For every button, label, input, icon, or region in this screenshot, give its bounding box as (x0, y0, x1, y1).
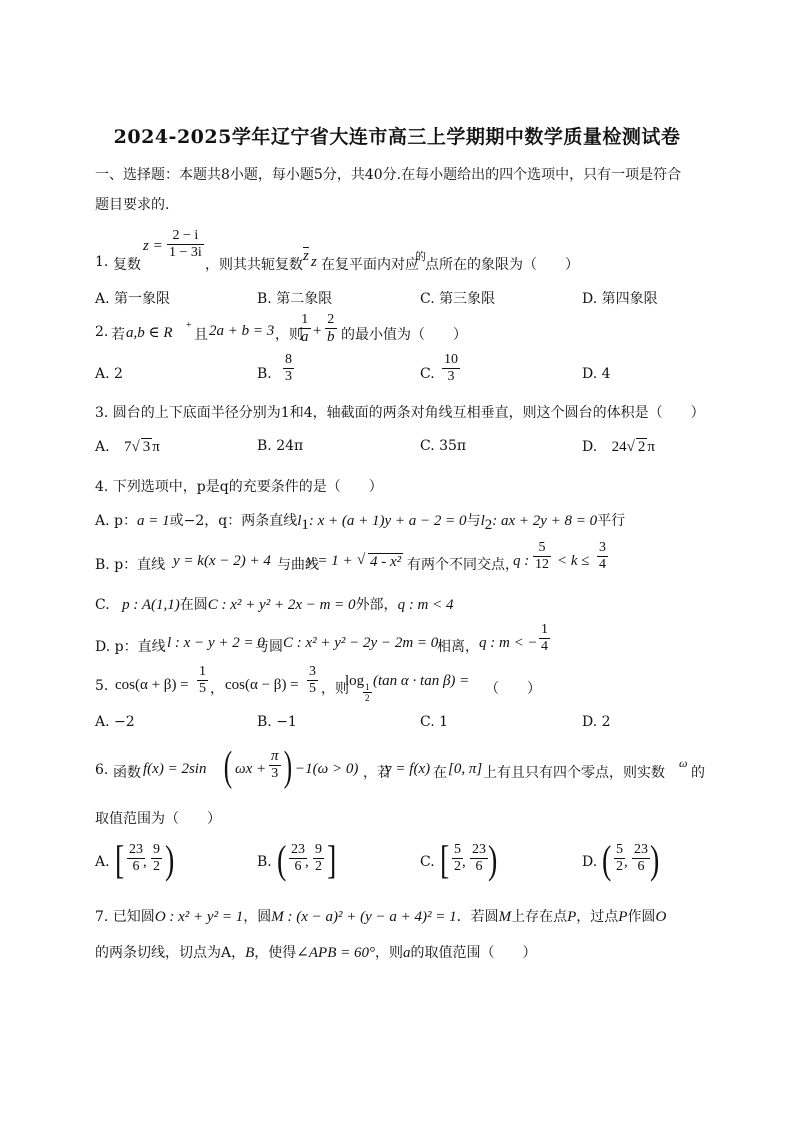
section-heading-cont: 题目要求的. (95, 197, 170, 213)
question-1: 1. 复数 z = $\frac{2 - i}{1 - 3i}$ ，则其共轭复数 $\overline{z}$ z 在复平面内对应 的 点所在的象限为（ ） (95, 228, 579, 273)
q1-fraction: $\frac{2 - i}{1 - 3i}$ (169, 228, 202, 261)
q3-option-b[interactable]: B. 24π (257, 438, 304, 454)
q1-option-d[interactable]: D. 第四象限 (582, 291, 658, 307)
page-title: 2024-2025学年辽宁省大连市高三上学期期中数学质量检测试卷 (113, 126, 681, 148)
question-6: 6. 函数 f(x) = 2sin ( ωx + $\frac{\pi}{3}$ ) −1(ω > 0) ，若 y = f(x) 在 [0, π] 上有且只有四个零点，则实数 ω 的 (95, 744, 705, 790)
q2-option-a[interactable]: A. 2 (95, 366, 123, 382)
question-6-cont: 取值范围为（ ） (95, 811, 221, 827)
q6-option-c[interactable]: C. [ $\frac{5}{2}$ , $\frac{23}{6}$ ) (420, 837, 498, 882)
question-7-cont: 的两条切线，切点为A，B，使得∠APB = 60°，则a的取值范围（ ） (95, 945, 537, 961)
question-7: 7. 已知圆O : x² + y² = 1，圆M : (x − a)² + (y − a + 4)² = 1．若圆M上存在点P，过点P作圆O (95, 909, 667, 925)
q5-option-a[interactable]: A. −2 (95, 714, 135, 730)
q5-option-d[interactable]: D. 2 (582, 714, 611, 730)
question-3: 3. 圆台的上下底面半径分别为1和4，轴截面的两条对角线互相垂直，则这个圆台的体积是（ ） (95, 405, 705, 421)
q1-option-a[interactable]: A. 第一象限 (95, 291, 171, 307)
q3-option-c[interactable]: C. 35π (420, 438, 467, 454)
q2-option-d[interactable]: D. 4 (582, 366, 611, 382)
q6-option-b[interactable]: B. ( $\frac{23}{6}$ , $\frac{9}{2}$ ] (257, 837, 337, 882)
q6-option-d[interactable]: D. ( $\frac{5}{2}$ , $\frac{23}{6}$ ) (582, 837, 660, 882)
q4-option-b[interactable]: B. p：直线 y = k(x − 2) + 4 与曲线 y = 1 + √ 4 - x² 有两个不同交点， q : $\frac{5}{12}$ < k ≤ $\frac{3}{4}$ (95, 540, 606, 573)
exam-page: 2024-2025学年辽宁省大连市高三上学期期中数学质量检测试卷 一、选择题：本题共8小题，每小题5分，共40分.在每小题给出的四个选项中，只有一项是符合 题目要求的. 1. 复数 z = $\frac{2 - i}{1 - 3i}$ ，则其共轭复数 $\overline{z}$ z 在复平面内对应 的 点所在的象限为（ ） A. 第一象限 B. 第二象限 C. 第三象限 D. 第四象限 2. 若 a,b ∈ R + 且 2a + b = 3 ，则 $\frac{1}{a}$ + $\frac{2}{b}$ 的最小值为（ ） A. 2 B. $\frac{8}{3}$ C. $\frac{10}{3}$ D. 4 3. 圆台的上下底面半径分别为1和4，轴截面的两条对角线互相垂直，则这个圆台的体积是（ ） A. 7√ 3 π B. 24π C. 35π D. 24√ 2 π 4. 下列选项中，p是q的充要条件的是（ ） A. p：a = 1或−2，q：两条直线$l_1$: x + (a + 1)y + a − 2 = 0与$l_2$: ax + 2y + 8 = 0平行 B. p：直线 y = k(x − 2) + 4 与曲线 y = 1 + √ 4 - x² 有两个不同交点， q : $\frac{5}{12}$ < k ≤ $\frac{3}{4}$ C. p : A(1,1)在圆C : x² + y² + 2x − m = 0外部，q : m < 4 D. p：直线 l : x − y + 2 = 0 与圆 C : x² + y² − 2y − 2m = 0 相离， q : m < − $\frac{1}{4}$ 5. cos(α + β) = $\frac{1}{5}$ ， cos(α − β) = $\frac{3}{5}$ ，则 log $\frac{1}{2}$ (tan α · tan β) = （ ） A. −2 B. −1 C. 1 D. 2 6. 函数 f(x) = 2sin ( ωx + $\frac{\pi}{3}$ ) −1(ω > 0) ，若 y = f(x) 在 [0, π] 上有且只有四个零点，则实数 ω 的 取值范围为（ ） A. [ $\frac{23}{6}$ , $\frac{9}{2}$ ) B. ( $\frac{23}{6}$ , $\frac{9}{2}$ ] C. [ $\frac{5}{2}$ , $\frac{23}{6}$ ) D. ( $\frac{5}{2}$ , $\frac{23}{6}$ ) 7. 已知圆O : x² + y² = 1，圆M : (x − a)² + (y − a + 4)² = 1．若圆M上存在点P，过点P作圆O 的两条切线，切点为A，B，使得∠APB = 60°，则a的取值范围（ ） (0, 0, 794, 1123)
q4-option-d[interactable]: D. p：直线 l : x − y + 2 = 0 与圆 C : x² + y² − 2y − 2m = 0 相离， q : m < − $\frac{1}{4}$ (95, 622, 548, 655)
q6-option-a[interactable]: A. [ $\frac{23}{6}$ , $\frac{9}{2}$ ) (95, 837, 175, 882)
q4-option-a[interactable]: A. p：a = 1或−2，q：两条直线$l_1$: x + (a + 1)y + a − 2 = 0与$l_2$: ax + 2y + 8 = 0平行 (95, 513, 626, 533)
q5-option-b[interactable]: B. −1 (257, 714, 297, 730)
q4-option-c[interactable]: C. p : A(1,1)在圆C : x² + y² + 2x − m = 0外部，q : m < 4 (95, 597, 454, 613)
section-heading: 一、选择题：本题共8小题，每小题5分，共40分.在每小题给出的四个选项中，只有一项是符合 (95, 167, 682, 183)
question-2: 2. 若 a,b ∈ R + 且 2a + b = 3 ，则 $\frac{1}{a}$ + $\frac{2}{b}$ 的最小值为（ ） (95, 312, 467, 346)
q5-option-c[interactable]: C. 1 (420, 714, 449, 730)
question-5: 5. cos(α + β) = $\frac{1}{5}$ ， cos(α − β) = $\frac{3}{5}$ ，则 log $\frac{1}{2}$ (tan α · tan β) = （ ） (95, 664, 541, 704)
q3-option-a[interactable]: A. 7√ 3 π (95, 439, 160, 455)
q3-option-d[interactable]: D. 24√ 2 π (582, 439, 655, 455)
question-4: 4. 下列选项中，p是q的充要条件的是（ ） (95, 479, 383, 495)
q1-option-b[interactable]: B. 第二象限 (257, 291, 333, 307)
q1-option-c[interactable]: C. 第三象限 (420, 291, 496, 307)
